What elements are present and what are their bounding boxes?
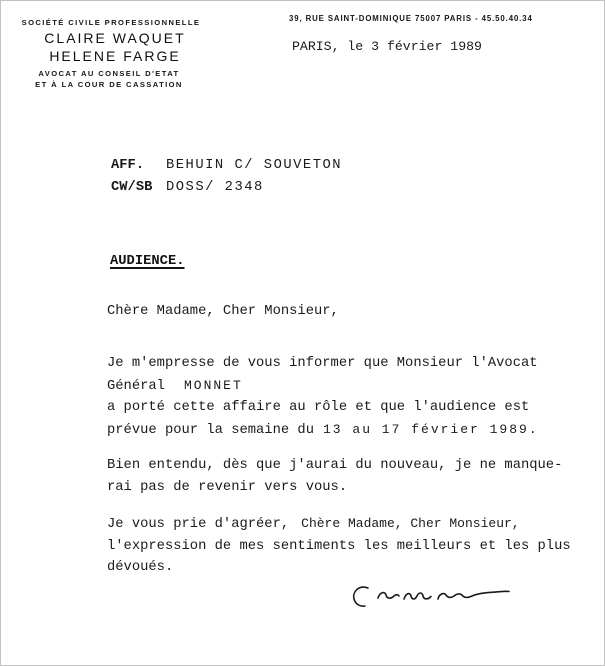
body-paragraph-2 xyxy=(107,455,562,498)
subject-heading: AUDIENCE. xyxy=(110,254,185,269)
body-line-text: prévue pour la semaine du xyxy=(107,422,314,438)
file-value: DOSS/ 2348 xyxy=(166,180,264,195)
body-line: rai pas de revenir vers vous. xyxy=(107,479,348,495)
bar-title-line-2: ET À LA COUR DE CASSATION xyxy=(35,80,183,89)
bar-title-line-1: AVOCAT AU CONSEIL D'ETAT xyxy=(38,69,180,78)
body-line xyxy=(107,375,539,398)
case-value: BEHUIN C/ SOUVETON xyxy=(166,158,343,173)
fill-in-text: Chère Madame, Cher Monsieur, xyxy=(301,516,520,531)
firm-address-line: 39, RUE SAINT-DOMINIQUE 75007 PARIS - 45.50.40.34 xyxy=(289,14,533,23)
attorney-name-2: HELENE FARGE xyxy=(49,48,181,64)
case-label: AFF. xyxy=(111,158,145,173)
body-line xyxy=(107,513,571,536)
fill-in-text: 13 au 17 février 1989. xyxy=(323,421,539,437)
body-paragraph-1 xyxy=(107,353,539,441)
case-reference-row xyxy=(111,155,342,177)
dateline: PARIS, le 3 février 1989 xyxy=(292,39,482,54)
case-reference-block xyxy=(111,155,342,199)
body-line-text: Général xyxy=(107,378,165,394)
salutation: Chère Madame, Cher Monsieur, xyxy=(107,304,339,319)
body-line-text: Je vous prie d'agréer, xyxy=(107,517,290,532)
body-line: l'expression de mes sentiments les meilleurs et les plus xyxy=(107,538,571,554)
body-line: a porté cette affaire au rôle et que l'audience est xyxy=(107,400,530,416)
body-line: Bien entendu, dès que j'aurai du nouveau, je ne manque- xyxy=(107,458,563,473)
attorney-name-1: CLAIRE WAQUET xyxy=(44,30,186,46)
body-line xyxy=(107,419,539,442)
fill-in-text: MONNET xyxy=(183,377,243,393)
handwritten-signature xyxy=(346,579,516,615)
file-reference-row xyxy=(111,177,342,199)
body-paragraph-3 xyxy=(107,513,571,579)
firm-type-label: SOCIÉTÉ CIVILE PROFESSIONNELLE xyxy=(21,18,201,27)
body-line: dévoués. xyxy=(107,560,174,576)
file-label: CW/SB xyxy=(111,180,153,195)
body-line: Je m'empresse de vous informer que Monsieur l'Avocat xyxy=(107,356,538,371)
